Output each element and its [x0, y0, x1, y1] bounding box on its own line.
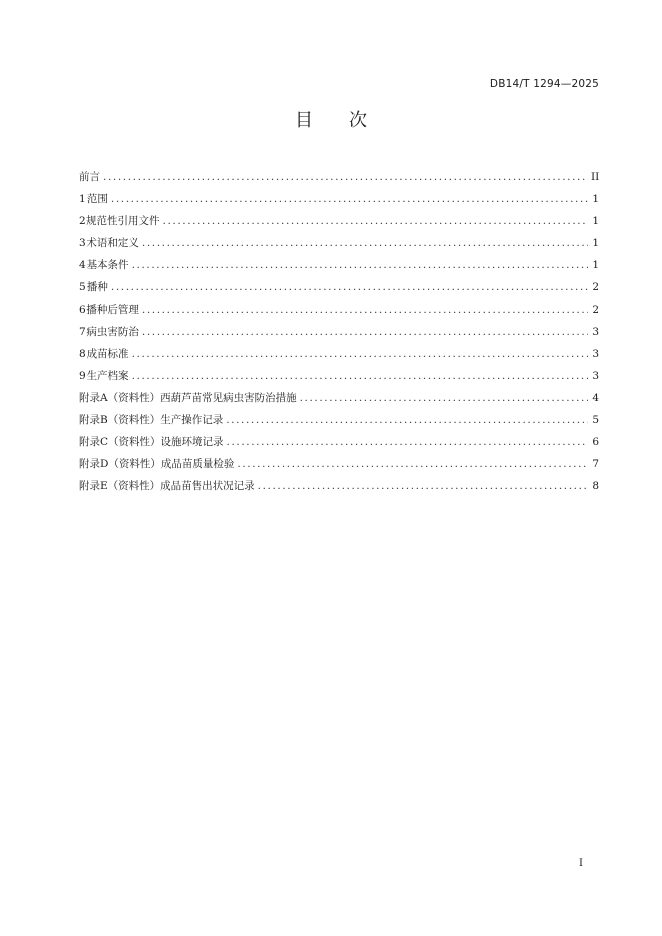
toc-leader-dots [142, 299, 588, 321]
toc-entry-number: 6 [79, 303, 86, 316]
toc-entry[interactable] [79, 475, 599, 497]
toc-entry-number: 9 [79, 369, 86, 382]
toc-entry-number: 2 [79, 215, 86, 228]
toc-entry-page: 2 [592, 303, 599, 316]
toc-entry-page: 1 [592, 215, 599, 228]
toc-entry-number: 1 [79, 193, 86, 206]
toc-entry-label: 设施环境记录 [160, 436, 224, 449]
page-title: 目 次 [295, 110, 367, 131]
toc-entry-label: 成品苗质量检验 [160, 458, 235, 471]
table-of-contents [79, 166, 599, 497]
toc-entry-label: 病虫害防治 [86, 325, 139, 338]
toc-entry[interactable] [79, 232, 599, 254]
toc-entry[interactable] [79, 254, 599, 276]
toc-entry-number: 5 [79, 281, 86, 294]
toc-entry-label: 生产档案 [86, 369, 129, 382]
toc-entry-label: 术语和定义 [86, 237, 139, 250]
toc-entry-page: 3 [592, 369, 599, 382]
toc-entry-label: 生产操作记录 [160, 414, 224, 427]
toc-entry-page: 1 [592, 237, 599, 250]
toc-entry-number: 4 [79, 259, 86, 272]
toc-leader-dots [142, 232, 588, 254]
toc-entry-label: 播种 [86, 281, 108, 294]
page-number: I [579, 858, 583, 869]
toc-entry[interactable] [79, 409, 599, 431]
toc-entry-number: 8 [79, 347, 86, 360]
toc-leader-dots [111, 276, 588, 298]
toc-leader-dots [226, 409, 588, 431]
toc-entry[interactable] [79, 365, 599, 387]
toc-entry-label: 播种后管理 [86, 303, 139, 316]
toc-entry-number: 7 [79, 325, 86, 338]
toc-entry[interactable] [79, 343, 599, 365]
toc-entry-label: 前言 [79, 171, 100, 183]
toc-leader-dots [111, 188, 588, 210]
toc-entry-page: 4 [592, 391, 599, 404]
toc-entry[interactable] [79, 299, 599, 321]
toc-entry-label: 范围 [86, 193, 108, 206]
toc-leader-dots [132, 365, 588, 387]
toc-entry[interactable] [79, 431, 599, 453]
toc-entry-page: 7 [592, 458, 599, 471]
toc-entry[interactable] [79, 453, 599, 475]
toc-entry-label: 规范性引用文件 [86, 215, 160, 228]
toc-entry-page: 5 [592, 414, 599, 427]
toc-leader-dots [300, 387, 588, 409]
toc-leader-dots [142, 321, 588, 343]
toc-entry-appendix: 附录E（资料性） [79, 480, 161, 493]
toc-entry-appendix: 附录C（资料性） [79, 436, 161, 449]
toc-entry-page: II [591, 171, 600, 183]
toc-entry-appendix: 附录A（资料性） [79, 391, 161, 404]
toc-entry-page: 3 [592, 347, 599, 360]
toc-leader-dots [103, 166, 588, 188]
toc-entry-number: 3 [79, 237, 86, 250]
toc-entry[interactable] [79, 276, 599, 298]
toc-entry[interactable] [79, 166, 599, 188]
toc-entry[interactable] [79, 210, 599, 232]
toc-leader-dots [163, 210, 588, 232]
toc-leader-dots [132, 254, 588, 276]
toc-entry-appendix: 附录D（资料性） [79, 458, 161, 471]
toc-leader-dots [132, 343, 588, 365]
toc-entry-page: 1 [592, 193, 599, 206]
toc-entry[interactable] [79, 321, 599, 343]
toc-entry[interactable] [79, 188, 599, 210]
toc-entry-page: 8 [592, 480, 599, 493]
toc-entry-page: 3 [592, 325, 599, 338]
toc-entry-label: 西葫芦苗常见病虫害防治措施 [160, 391, 297, 404]
toc-entry[interactable] [79, 387, 599, 409]
toc-entry-label: 基本条件 [86, 259, 129, 272]
toc-entry-label: 成品苗售出状况记录 [160, 480, 255, 493]
toc-leader-dots [258, 475, 588, 497]
toc-entry-page: 6 [592, 436, 599, 449]
toc-entry-page: 1 [592, 259, 599, 272]
toc-entry-page: 2 [592, 281, 599, 294]
toc-leader-dots [227, 431, 588, 453]
toc-entry-label: 成苗标准 [86, 347, 129, 360]
toc-entry-appendix: 附录B（资料性） [79, 414, 161, 427]
document-code: DB14/T 1294—2025 [489, 78, 599, 90]
toc-leader-dots [237, 453, 588, 475]
